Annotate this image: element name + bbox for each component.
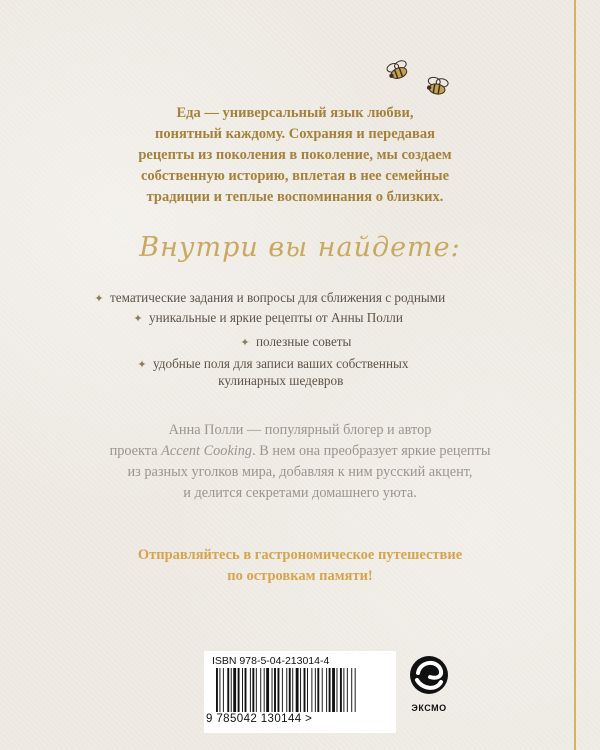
barcode-bar [347,668,348,712]
barcode-bar [332,668,335,712]
barcode-bar [307,668,308,712]
call-to-action [90,545,510,587]
barcode-bar [292,668,293,712]
barcode-bar [278,668,280,712]
barcode-bar [340,668,342,712]
barcode-bar [322,668,323,712]
barcode-bar [296,668,299,712]
intro-paragraph [95,103,495,208]
barcode [204,651,396,733]
call-line: Отправляйтесь в гастрономическое путешествие [137,547,463,563]
bees-illustration [385,55,455,105]
call-line: по островкам памяти! [227,568,373,584]
barcode-bar [256,668,257,712]
barcode-bar [223,668,224,712]
intro-line: собственную историю, вплетая в нее семейные [140,168,450,184]
barcode-bar [343,668,344,712]
feature-text: удобные поля для записи ваших собственных [153,356,409,371]
list-item [238,333,351,352]
barcode-bar [337,668,338,712]
barcode-bar [286,668,287,712]
barcode-bar [252,668,254,712]
isbn-text: ISBN 978-5-04-213014-4 [212,655,330,667]
bee-icon [386,59,410,81]
author-line [80,441,520,462]
bee-icon [426,76,449,95]
author-text: проекта [109,443,162,459]
eksmo-logo-icon [408,651,450,701]
barcode-bar [219,668,220,712]
barcode-bar [329,668,331,712]
barcode-bar [231,668,232,712]
barcode-bar [274,668,276,712]
star-icon: ✦ [94,293,104,305]
intro-line: рецепты из поколения в поколение, мы создаем [138,147,452,163]
barcode-bar [266,668,269,712]
barcode-bar [216,668,218,712]
author-line: и делится секретами домашнего уюта. [183,485,417,501]
feature-text: кулинарных шедевров [218,373,344,388]
barcode-bars [204,668,396,714]
intro-line: Еда — универсальный язык любви, [176,105,414,121]
barcode-bar [289,668,291,712]
star-icon: ✦ [240,337,250,349]
barcode-bar [260,668,261,712]
barcode-bar [272,668,273,712]
intro-line: понятный каждому. Сохраняя и передавая [155,126,435,142]
barcode-bar [304,668,306,712]
publisher-name: ЭКСМО [411,703,447,713]
list-item [135,355,408,389]
author-bio [80,420,520,504]
barcode-digits: 9 785042 130144 > [206,713,313,725]
star-icon: ✦ [133,313,143,325]
project-name: Accent Cooking [161,443,253,459]
barcode-bar [282,668,283,712]
intro-line: традиции и теплые воспоминания о близких. [146,189,444,205]
barcode-bar [326,668,327,712]
barcode-bar [250,668,251,712]
barcode-bar [227,668,229,712]
gold-border-line [574,0,576,750]
star-icon: ✦ [137,359,147,371]
author-line: Анна Полли — популярный блогер и автор [168,422,432,438]
barcode-bar [317,668,319,712]
barcode-bar [238,668,240,712]
barcode-bar [355,668,356,712]
feature-text: уникальные и яркие рецепты от Анны Полли [149,310,403,325]
barcode-bar [245,668,247,712]
barcode-bar [300,668,301,712]
section-heading: Внутри вы найдете: [139,232,461,263]
list-item [131,309,403,328]
barcode-bar [311,668,312,712]
author-line: из разных уголков мира, добавляя к ним русский акцент, [127,464,473,480]
publisher-logo [408,651,450,717]
author-text: . В нем она преобразует яркие рецепты [252,443,491,459]
feature-text: тематические задания и вопросы для сближения с родными [110,290,446,305]
barcode-bar [351,668,352,712]
barcode-bar [264,668,265,712]
feature-text: полезные советы [256,334,352,349]
barcode-bar [242,668,243,712]
barcode-bar [233,668,236,712]
barcode-bar [315,668,316,712]
list-item [92,289,445,308]
